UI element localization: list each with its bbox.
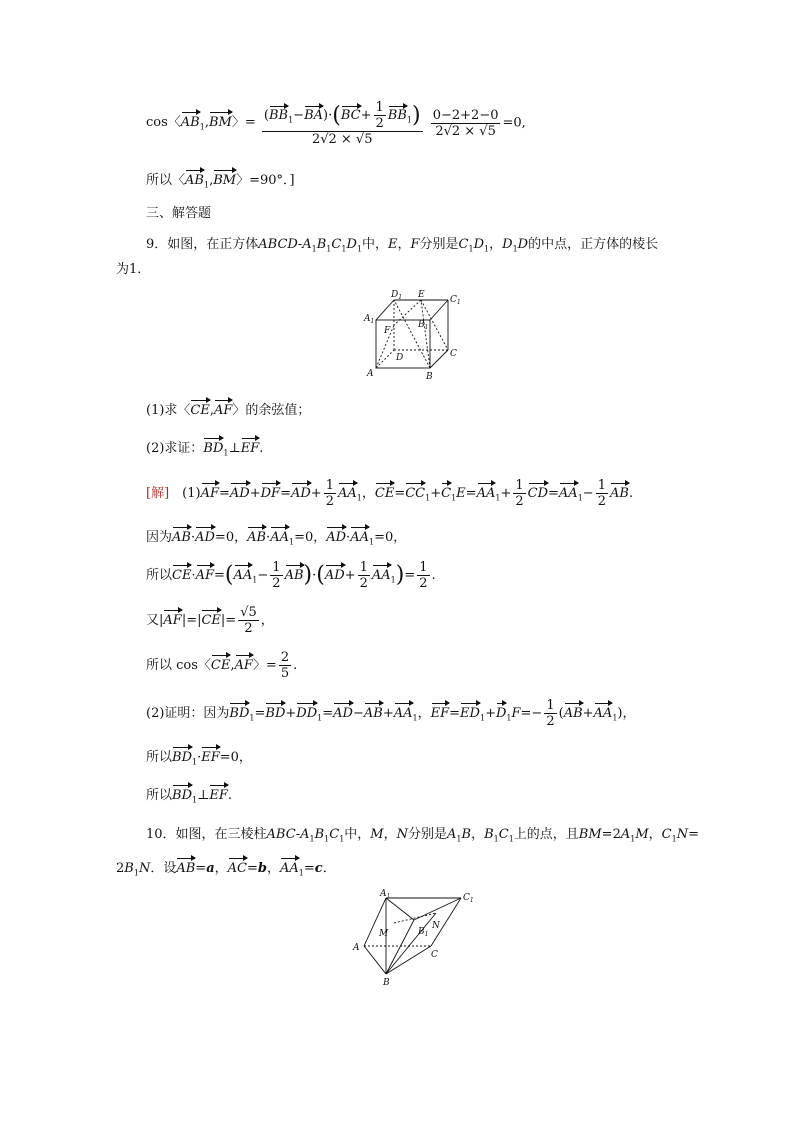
label-B: B [426,372,433,382]
label-B: B [383,978,390,988]
cosine-equation: cos〈$AB_1,BM$〉= $(BB_1-BA)\cdot(BC+$ $\frac{1}{2}$ $BB_1$) 2√2 × √5 $\frac{0-2+2-0}{2√2 \times √5}$ =0, [146,100,526,147]
solution-line-7: 所以$BD_1\cdot EF=0$， [146,745,252,772]
section-title: 三、解答题 [146,206,212,221]
solution-line-8: 所以$BD_1\perp EF$. [146,783,232,810]
solution-line-3: 所以$CE\cdot AF=(AA_1-$ $\frac{1}{2}$ AB)·(AD+ $\frac{1}{2}$ $AA_1)=$ $\frac{1}{2}$ . [146,560,436,591]
prism-figure [346,886,476,990]
solution-line-5: 所以 cos〈CE,AF〉= $\frac{2}{5}$ . [146,650,298,681]
label-M: M [379,929,389,939]
problem9-q1: (1)求〈CE,AF〉的余弦值； [146,398,310,420]
label-C1: $C_1$ [463,893,474,904]
label-A1: $A_1$ [364,314,375,325]
problem10-text-2: $2B_1N$．设AB=a，AC=b，$AA_1=c$． [116,856,336,883]
label-A1: $A_1$ [380,889,391,900]
solution-line-1: [解] (1)AF=AD+DF=AD+ $\frac{1}{2}$ $AA_1$，$CE=CC_1+C_1E=AA_1+$ $\frac{1}{2}$ $CD=AA_1-$ $\frac{1}{2}$ AB. [146,478,634,509]
problem9-text-2: 为1． [116,262,151,277]
solution-line-6: (2)证明：因为$BD_1=BD+DD_1=AD-AB+AA_1$，$EF=ED_1+D_1F=-$ $\frac{1}{2}$ $(AB+AA_1)$， [146,698,636,729]
cosine-fraction-2: $\frac{0-2+2-0}{2√2 \times √5}$ [432,108,499,139]
solution-line-2: 因为AB·AD=0，$AB\cdot AA_1=0$，$AD\cdot AA_1=0$， [146,525,406,552]
label-A: A [367,369,374,379]
label-B1: $B_1$ [418,320,429,331]
label-C1: $C_1$ [450,295,461,306]
conclusion-line: 所以〈$AB_1,BM$〉=90°．] [146,168,295,195]
problem9-q2: (2)求证：$BD_1\perp EF$. [146,436,263,463]
label-F: F [384,326,391,336]
label-B1: $B_1$ [418,927,429,938]
cosine-fraction: $(BB_1-BA)\cdot(BC+$ $\frac{1}{2}$ $BB_1$) 2√2 × √5 [263,100,421,147]
label-D: D [396,353,404,363]
problem10-text-1: 10．如图，在三棱柱ABC-$A_1B_1C_1$中，M，N分别是$A_1B$，$B_1C_1$上的点，且$BM=2A_1M$，$C_1N=$ [146,827,699,844]
label-C: C [450,349,457,359]
label-A: A [353,943,360,953]
label-E: E [418,290,425,300]
cube-figure [362,288,472,383]
label-D1: $D_1$ [391,290,403,301]
label-N: N [432,921,440,931]
label-C: C [431,950,438,960]
problem9-text-1: 9．如图，在正方体ABCD-$A_1B_1C_1D_1$中，E，F分别是$C_1D_1$，$D_1D$的中点，正方体的棱长 [146,237,659,254]
solution-line-4: 又|AF|=|CE|= $\frac{√5}{2}$ ， [146,605,274,636]
